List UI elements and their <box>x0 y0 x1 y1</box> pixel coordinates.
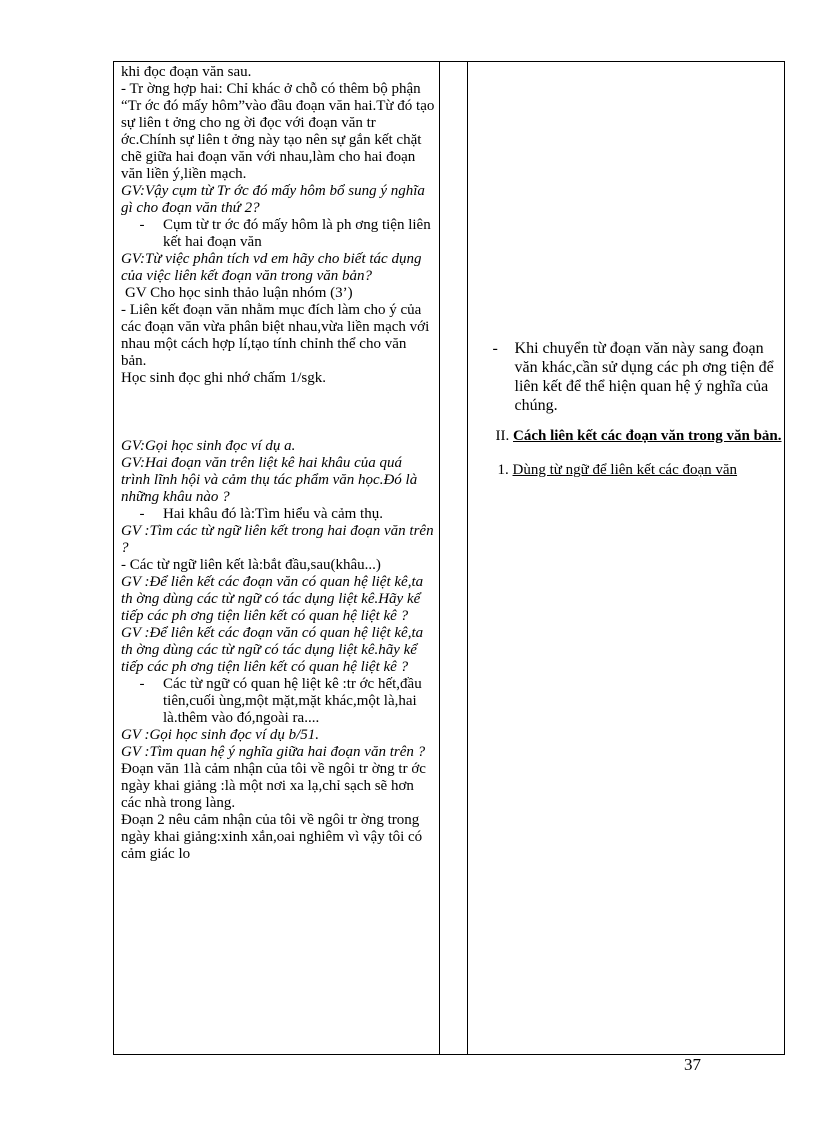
paragraph: Đoạn 2 nêu cảm nhận của tôi về ngôi tr ờng trong ngày khai giảng:xinh xắn,oai nghiêm vì vậy tôi có cảm giác lo <box>121 812 423 862</box>
subsection-title: Dùng từ ngữ để liên kết các đoạn văn <box>512 462 738 478</box>
dash-marker: - <box>139 506 145 522</box>
page-number: 37 <box>684 1055 701 1074</box>
subsection-number: 1. <box>497 462 509 478</box>
paragraph: khi đọc đoạn văn sau. <box>121 64 252 80</box>
activity-column <box>114 62 440 1055</box>
teacher-question: GV :Tìm các từ ngữ liên kết trong hai đoạn văn trên ? <box>121 523 434 556</box>
bullet-marker: - <box>492 340 498 357</box>
spacer-column <box>440 62 467 1055</box>
paragraph: - Liên kết đoạn văn nhằm mục đích làm cho ý của các đoạn văn vừa phân biệt nhau,vừa liền mạch với nhau một cách hợp lí,tạo tính chỉnh thể cho văn bản. <box>121 302 430 369</box>
dash-text: Cụm từ tr ớc đó mấy hôm là ph ơng tiện liên kết hai đoạn văn <box>163 217 431 250</box>
teacher-question: GV:Hai đoạn văn trên liệt kê hai khâu của quá trình lĩnh hội và cảm thụ tác phẩm văn học.Đó là những khâu nào ? <box>121 455 418 505</box>
teacher-question: GV :Để liên kết các đoạn văn có quan hệ liệt kê,ta th ờng dùng các từ ngữ có tác dụng liệt kê.hãy kể tiếp các ph ơng tiện liên kết có quan hệ liệt kê ? <box>121 625 424 675</box>
summary-bullet <box>493 339 785 415</box>
dash-item <box>121 676 434 727</box>
subsection-heading <box>476 462 776 478</box>
summary-text: Khi chuyển từ đoạn văn này sang đoạn văn khác,cần sử dụng các ph ơng tiện để liên kết để thể hiện quan hệ ý nghĩa của chúng. <box>514 340 774 414</box>
dash-text: Các từ ngữ có quan hệ liệt kê :tr ớc hết,đầu tiên,cuối ùng,một mặt,mặt khác,một là,hai là.thêm vào đó,ngoài ra.... <box>163 676 422 726</box>
paragraph: - Các từ ngữ liên kết là:bắt đầu,sau(khâu...) <box>121 557 381 573</box>
activity-content <box>114 62 439 1054</box>
dash-marker: - <box>139 217 145 233</box>
paragraph: - Tr ờng hợp hai: Chỉ khác ở chỗ có thêm bộ phận “Tr ớc đó mấy hôm”vào đầu đoạn văn hai.Từ đó tạo sự liên t ởng cho ng ời đọc với đoạn văn tr ớc.Chính sự liên t ởng này tạo nên sự gắn kết chặt chẽ giữa hai đoạn văn với nhau,làm cho hai đoạn văn liền ý,liền mạch. <box>121 81 435 182</box>
paragraph: Đoạn văn 1là cảm nhận của tôi về ngôi tr ờng tr ớc ngày khai giảng :là một nơi xa lạ,chỉ sạch sẽ hơn các nhà trong làng. <box>121 761 426 811</box>
dash-item <box>121 217 434 251</box>
teacher-question: GV :Tìm quan hệ ý nghĩa giữa hai đoạn văn trên ? <box>121 744 426 760</box>
paragraph: GV Cho học sinh thảo luận nhóm (3’) <box>125 285 353 301</box>
lesson-table <box>113 61 785 1055</box>
section-title: Cách liên kết các đoạn văn trong văn bản. <box>513 428 782 444</box>
dash-text: Hai khâu đó là:Tìm hiểu và cảm thụ. <box>163 506 383 522</box>
teacher-question: GV:Từ việc phân tích vd em hãy cho biết tác dụng của việc liên kết đoạn văn trong văn bản? <box>121 251 422 284</box>
section-number: II. <box>495 428 510 444</box>
teacher-question: GV :Gọi học sinh đọc ví dụ b/51. <box>121 727 320 743</box>
paragraph: Học sinh đọc ghi nhớ chấm 1/sgk. <box>121 370 326 386</box>
teacher-question: GV:Vậy cụm từ Tr ớc đó mấy hôm bổ sung ý nghĩa gì cho đoạn văn thứ 2? <box>121 183 425 216</box>
spacer <box>121 387 434 438</box>
teacher-question: GV:Gọi học sinh đọc ví dụ a. <box>121 438 296 454</box>
dash-item <box>121 506 434 523</box>
teacher-question: GV :Để liên kết các đoạn văn có quan hệ liệt kê,ta th ờng dùng các từ ngữ có tác dụng liệt kê.Hãy kể tiếp các ph ơng tiện liên kết có quan hệ liệt kê ? <box>121 574 424 624</box>
dash-marker: - <box>139 676 145 692</box>
content-column <box>467 62 784 1055</box>
section-heading <box>476 428 791 444</box>
